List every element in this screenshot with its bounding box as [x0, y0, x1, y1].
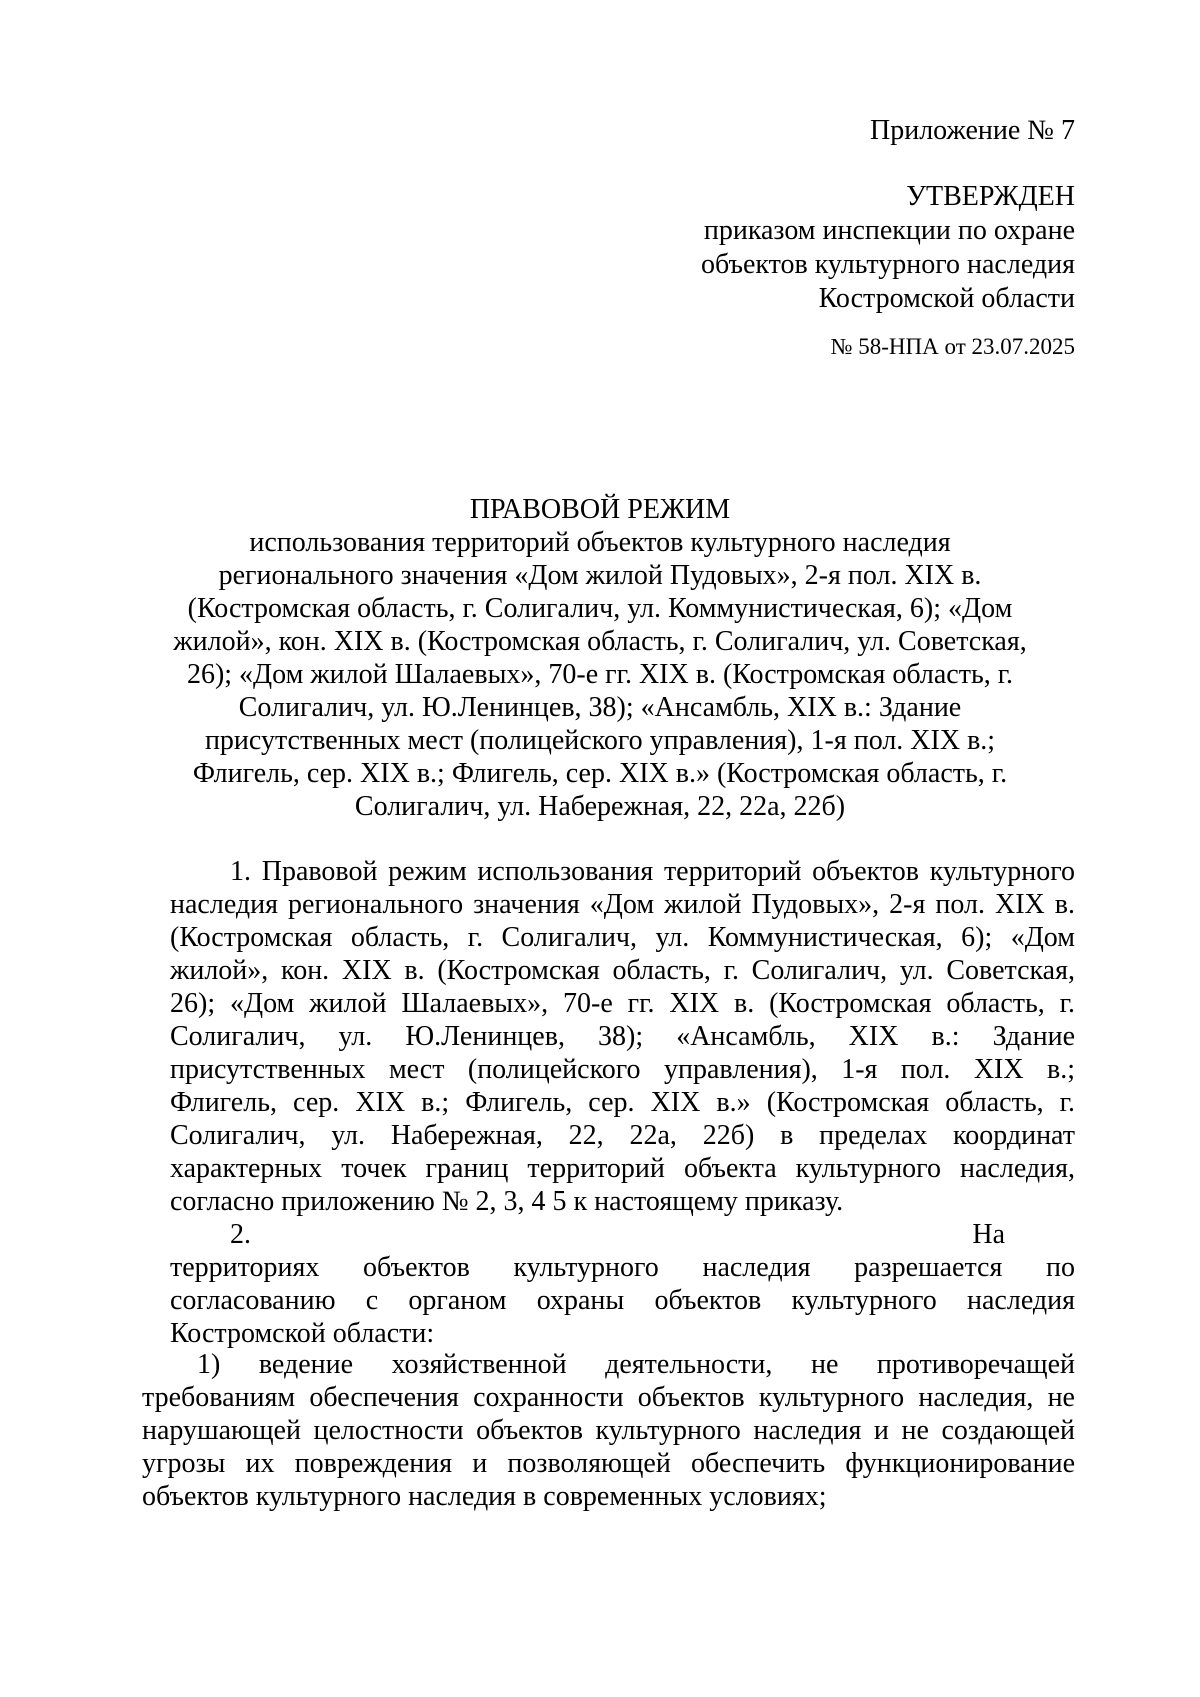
paragraph-line: наследия регионального значения «Дом жилой Пудовых», 2-я пол. XIX в.: [170, 889, 1075, 920]
approved-by-line: Костромской области: [818, 283, 1075, 314]
list-line: нарушающей целостности объектов культурного наследия и не создающей: [142, 1415, 1075, 1446]
paragraph-line: жилой», кон. XIX в. (Костромская область, г. Солигалич, ул. Советская,: [170, 955, 1075, 986]
paragraph-2-first-line: [170, 1218, 1075, 1251]
title-line: Флигель, сер. XIX в.; Флигель, сер. XIX в.» (Костромская область, г.: [192, 758, 1008, 789]
title-line: Солигалич, ул. Ю.Ленинцев, 38); «Ансамбль, XIX в.: Здание: [238, 692, 962, 723]
list-line: 1) ведение хозяйственной деятельности, не противоречащей: [197, 1349, 1075, 1380]
title-line: присутственных мест (полицейского управления), 1-я пол. XIX в.;: [204, 725, 996, 756]
list-line: угрозы их повреждения и позволяющей обеспечить функционирование: [142, 1448, 1075, 1479]
approved-by-line: приказом инспекции по охране: [703, 215, 1075, 246]
paragraph-2: [170, 1218, 1075, 1350]
paragraph-line: 1. Правовой режим использования территорий объектов культурного: [230, 856, 1075, 887]
title-heading: ПРАВОВОЙ РЕЖИМ: [469, 494, 731, 525]
title-line: регионального значения «Дом жилой Пудовых», 2-я пол. XIX в.: [218, 560, 982, 591]
approved-heading: УТВЕРЖДЕН: [906, 181, 1075, 212]
paragraph-line: (Костромская область, г. Солигалич, ул. Коммунистическая, 6); «Дом: [170, 922, 1075, 953]
paragraph-line: характерных точек границ территорий объекта культурного наследия,: [170, 1153, 1075, 1184]
approval-block: [600, 180, 1075, 316]
document-title: [140, 493, 1060, 823]
paragraph-line: Костромской области:: [170, 1318, 435, 1349]
paragraph-line: Солигалич, ул. Набережная, 22, 22а, 22б) в пределах координат: [170, 1120, 1075, 1151]
list-line: объектов культурного наследия в современных условиях;: [142, 1481, 827, 1512]
approved-by-line: объектов культурного наследия: [700, 249, 1075, 280]
title-line: жилой», кон. XIX в. (Костромская область, г. Солигалич, ул. Советская,: [173, 626, 1027, 657]
paragraph-line: присутственных мест (полицейского управления), 1-я пол. XIX в.;: [170, 1054, 1075, 1085]
list-line: требованиям обеспечения сохранности объектов культурного наследия, не: [142, 1382, 1075, 1413]
paragraph-line: согласованию с органом охраны объектов культурного наследия: [170, 1285, 1075, 1316]
paragraph-line: территориях объектов культурного наследия разрешается по: [170, 1252, 1075, 1283]
appendix-label: Приложение № 7: [870, 115, 1075, 146]
paragraph-line: Флигель, сер. XIX в.; Флигель, сер. XIX в.» (Костромская область, г.: [170, 1087, 1075, 1118]
paragraph-1: [170, 855, 1075, 1218]
paragraph-line: 26); «Дом жилой Шалаевых», 70-е гг. XIX в. (Костромская область, г.: [170, 988, 1075, 1019]
title-line: 26); «Дом жилой Шалаевых», 70-е гг. XIX в. (Костромская область, г.: [186, 659, 1014, 690]
paragraph-line: согласно приложению № 2, 3, 4 5 к настоящему приказу.: [170, 1186, 844, 1217]
title-line: использования территорий объектов культурного наследия: [249, 527, 951, 558]
document-number: № 58-НПА от 23.07.2025: [830, 334, 1075, 359]
paragraph-line: Солигалич, ул. Ю.Ленинцев, 38); «Ансамбль, XIX в.: Здание: [170, 1021, 1075, 1052]
paragraph-first-word: На: [972, 1219, 1005, 1250]
title-line: (Костромская область, г. Солигалич, ул. Коммунистическая, 6); «Дом: [187, 593, 1013, 624]
document-body: [170, 855, 1075, 1350]
title-line: Солигалич, ул. Набережная, 22, 22а, 22б): [354, 791, 846, 822]
list-item-1: [142, 1348, 1075, 1513]
paragraph-number: 2.: [230, 1219, 251, 1250]
